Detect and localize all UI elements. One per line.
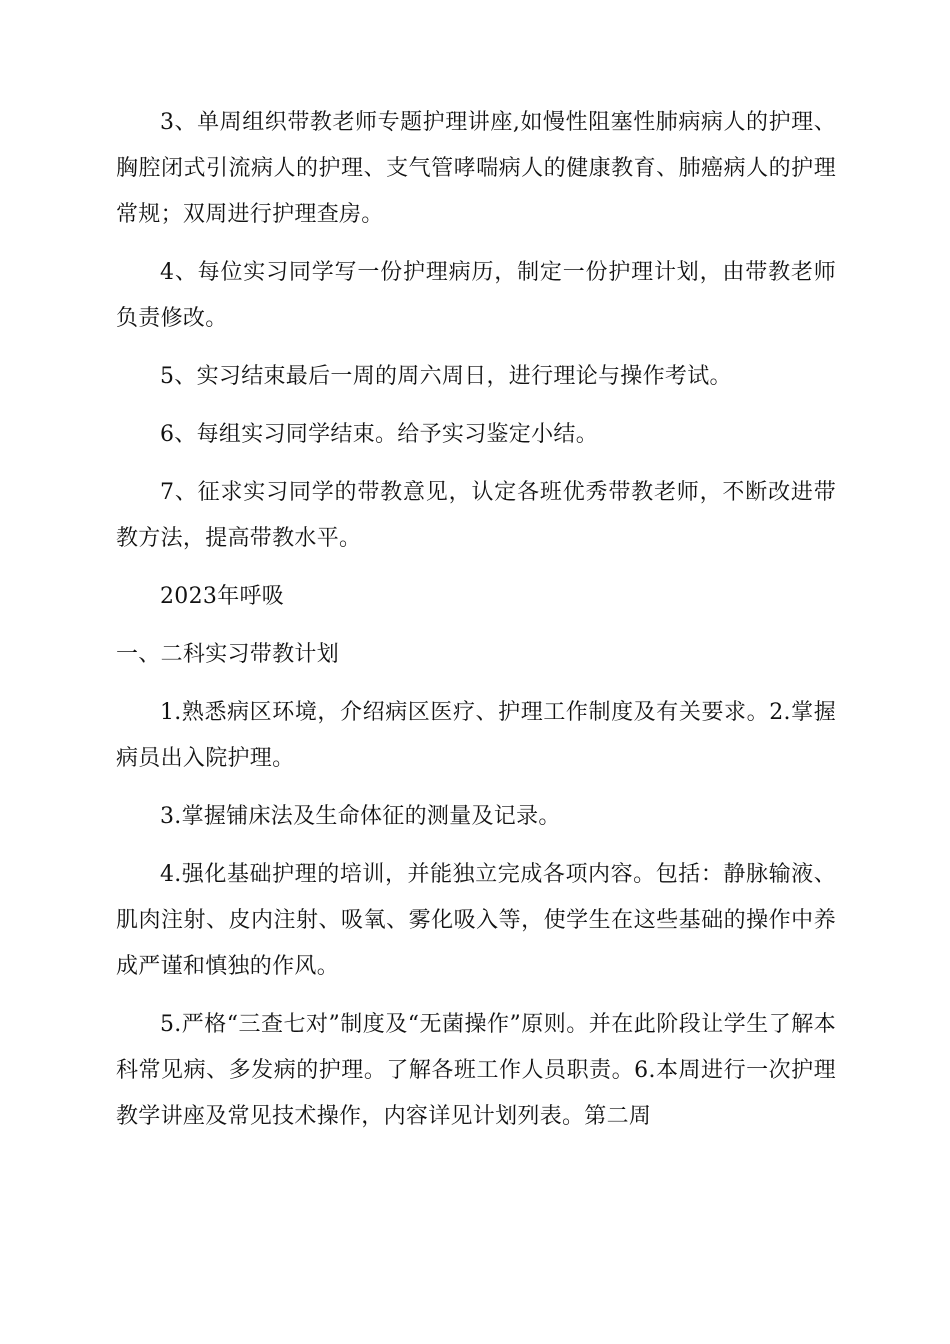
document-body <box>116 100 836 1152</box>
paragraph-item-5: 5、实习结束最后一周的周六周日，进行理论与操作考试。 <box>160 364 732 389</box>
paragraph-item-3: 3、单周组织带教老师专题护理讲座,如慢性阻塞性肺病病人的护理、胸腔闭式引流病人的护理、支气管哮喘病人的健康教育、肺癌病人的护理常规；双周进行护理查房。 <box>116 110 836 227</box>
paragraph-item-6: 6、每组实习同学结束。给予实习鉴定小结。 <box>160 422 598 447</box>
plan-item-5-6: 5.严格“三查七对”制度及“无菌操作”原则。并在此阶段让学生了解本科常见病、多发病的护理。了解各班工作人员职责。6.本周进行一次护理教学讲座及常见技术操作，内容详见计划列表。第二周 <box>116 1012 836 1129</box>
section-year-heading: 2023年呼吸 <box>160 584 285 609</box>
plan-item-3: 3.掌握铺床法及生命体征的测量及记录。 <box>160 804 561 829</box>
plan-item-1-2: 1.熟悉病区环境，介绍病区医疗、护理工作制度及有关要求。2.掌握病员出入院护理。 <box>116 700 836 771</box>
paragraph-item-7: 7、征求实习同学的带教意见，认定各班优秀带教老师，不断改进带教方法，提高带教水平。 <box>116 480 836 551</box>
plan-item-4: 4.强化基础护理的培训，并能独立完成各项内容。包括：静脉输液、肌肉注射、皮内注射、吸氧、雾化吸入等，使学生在这些基础的操作中养成严谨和慎独的作风。 <box>116 862 836 979</box>
section-title: 一、二科实习带教计划 <box>116 642 340 667</box>
paragraph-item-4: 4、每位实习同学写一份护理病历，制定一份护理计划，由带教老师负责修改。 <box>116 260 836 331</box>
